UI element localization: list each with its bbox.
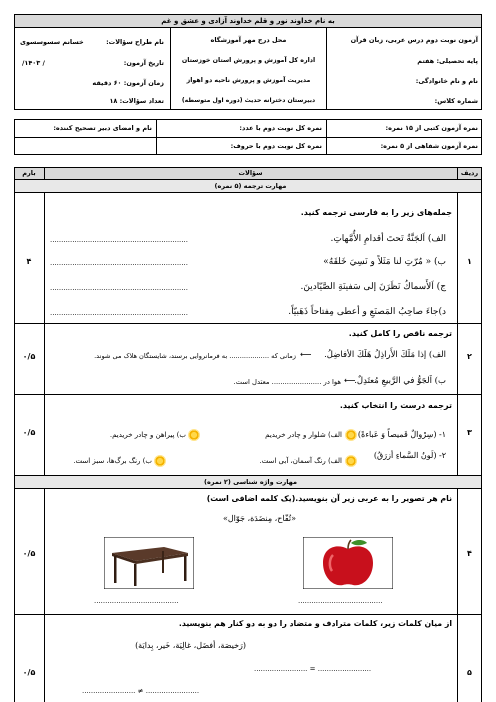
written-score-label: نمره آزمون کتبی از ۱۵ نمره: — [385, 124, 478, 132]
exam-date: / ۱۴۰۳/ — [22, 59, 45, 67]
table-image — [104, 537, 194, 589]
q5-antonym-line: ........................ ≠ ........................ — [82, 687, 200, 695]
divider — [14, 614, 482, 615]
q4-answer-line: ...................................... — [298, 597, 383, 605]
oral-score-label: نمره آزمون شفاهی از ۵ نمره: — [380, 142, 478, 150]
divider — [14, 27, 482, 28]
q1-answer-line: .............................................................. — [50, 309, 188, 317]
q5-synonym-line: ........................ = ........................ — [254, 665, 372, 673]
q2-number: ۲ — [467, 352, 472, 361]
divider — [326, 119, 327, 155]
q4-number: ۴ — [467, 549, 472, 558]
col-questions-header: سؤالات — [238, 169, 263, 177]
q3-title: ترجمه درست را انتخاب کنید. — [339, 401, 452, 410]
q1-answer-line: .............................................................. — [50, 236, 188, 244]
total-score-number-label: نمره کل نوبت دوم با عدد: — [239, 124, 322, 132]
dept-district: مدیریت آموزش و پرورش ناحیه دو اهواز — [186, 77, 311, 84]
question-count: تعداد سؤالات: ۱۸ — [109, 97, 164, 105]
q4-answer-line: ...................................... — [94, 597, 179, 605]
q3-option-2a: الف) رنگ آسمان، آبی است. — [259, 457, 342, 465]
divider — [14, 192, 482, 193]
sun-icon[interactable] — [188, 429, 200, 441]
q1-answer-line: .............................................................. — [50, 284, 188, 292]
designer-name: خسانم سسوسسوی — [20, 38, 84, 46]
divider — [326, 27, 327, 110]
grade: پایه تحصیلی: هفتم — [417, 57, 478, 65]
q2-title: ترجمه ناقص را کامل کنید. — [348, 329, 452, 338]
q1-item-a: الف) اَلجَنَّةُ تَحتَ أقدامِ الأُمَّهاتِ. — [330, 234, 446, 244]
q3-option-1b: ب) پیراهن و چادر خریدیم. — [109, 431, 186, 439]
q1-number: ۱ — [467, 257, 472, 266]
divider — [14, 323, 482, 324]
total-score-word-label: نمره کل نوبت دوم با حروف: — [230, 142, 322, 150]
q3-number: ۳ — [467, 428, 472, 437]
q3-option-2b: ب) رنگ برگ‌ها، سبز است. — [73, 457, 152, 465]
exam-date-label: تاریخ آزمون: — [123, 59, 164, 67]
q3-option-1a: الف) شلوار و چادر خریدیم — [265, 431, 342, 439]
student-name-label: نام و نام خانوادگی: — [415, 77, 478, 85]
q5-score: ۰/۵ — [22, 668, 36, 677]
designer-label: نام طراح سؤالات: — [106, 38, 164, 46]
divider — [14, 137, 482, 138]
teacher-signature-label: نام و امضای دبیر تصحیح کننده: — [53, 124, 152, 132]
header-top-line: به نام خداوند نور و قلم خداوند آزادی و عشق و غم — [161, 17, 335, 25]
divider — [14, 488, 482, 489]
q2-score: ۰/۵ — [22, 352, 36, 361]
q4-title: نام هر تصویر را به عربی زیر آن بنویسید.(یک کلمه اضافی است) — [206, 494, 452, 503]
q1-title: جمله‌های زیر را به فارسی ترجمه کنید. — [300, 208, 452, 217]
q5-title: از میان کلمات زیر، کلمات مترادف و متضاد را دو به دو کنار هم بنویسید. — [178, 619, 452, 628]
q1-answer-line: .............................................................. — [50, 259, 188, 267]
seal-label: محل درج مهر آموزشگاه — [210, 36, 287, 44]
q2-item-b-arabic: ب) اَلجَوُّ في الرَّبيعِ مُعتَدِلٌ. — [354, 376, 446, 386]
q3-row-2: ۲- (لَونُ السَّماءِ أزرَقُ) — [373, 451, 446, 460]
q2-item-b-persian: هوا در ....................... معتدل است. — [233, 378, 341, 386]
apple-image — [303, 537, 393, 589]
school-name: دبیرستان دخترانه حدیث (دوره اول متوسطه) — [181, 97, 316, 104]
q5-word-bank: (رَخيصَة، أفضَل، غالِيَة، خَير، بِدايَة) — [135, 641, 246, 650]
col-row-header: ردیف — [460, 169, 479, 177]
arrow-icon: ⟵ — [300, 350, 312, 359]
q5-number: ۵ — [467, 668, 472, 677]
class-number-label: شماره کلاس: — [434, 97, 478, 105]
exam-title: آزمون نوبت دوم درس عربی، زبان قرآن — [350, 36, 478, 44]
q2-item-a-persian: زمانی که ................... به فرمانروایی برسند، شایستگان هلاک می شوند. — [94, 352, 296, 360]
exam-duration: زمان آزمون: ۶۰ دقیقه — [92, 79, 164, 87]
q1-item-d: د)جاءَ صاحِبُ المَصنَعِ و أعطی مِفتاحاً ذَهَبيّاً. — [288, 307, 446, 317]
q1-item-b: ب) « مُرّتِ لنا مَثَلاً و نَسِيَ خَلقَهُ» — [323, 257, 446, 267]
arrow-icon: ⟵ — [344, 376, 356, 385]
sun-icon[interactable] — [345, 429, 357, 441]
q1-score: ۴ — [26, 257, 32, 266]
q4-word-bank: «تُفّاح، مِنضَدَة، جَوّال» — [222, 514, 296, 523]
divider — [14, 394, 482, 395]
sun-icon[interactable] — [345, 455, 357, 467]
q3-score: ۰/۵ — [22, 428, 36, 437]
dept-province: اداره کل آموزش و پرورش استان خوزستان — [181, 57, 316, 64]
sun-icon[interactable] — [154, 455, 166, 467]
section-translation: مهارت ترجمه (۵ نمره) — [214, 182, 287, 190]
divider — [44, 167, 45, 702]
q4-score: ۰/۵ — [22, 549, 36, 558]
q1-item-c: ج) اَلأَسماكُ نَظَرَنَ إلی سَفينَةِ الصَّيّادينَ. — [300, 282, 446, 292]
q2-item-a-arabic: الف) إذا مَلَكَ الأَراذِلُ هَلَكَ الأفاضِلُ. — [324, 350, 446, 360]
col-score-header: بارم — [22, 169, 36, 177]
section-vocab: مهارت واژه شناسی (۲ نمره) — [204, 478, 297, 486]
q3-row-1: ۱- (سِرْوالٌ قَميصاً وَ عَباءةً) — [357, 430, 446, 439]
divider — [156, 119, 157, 155]
